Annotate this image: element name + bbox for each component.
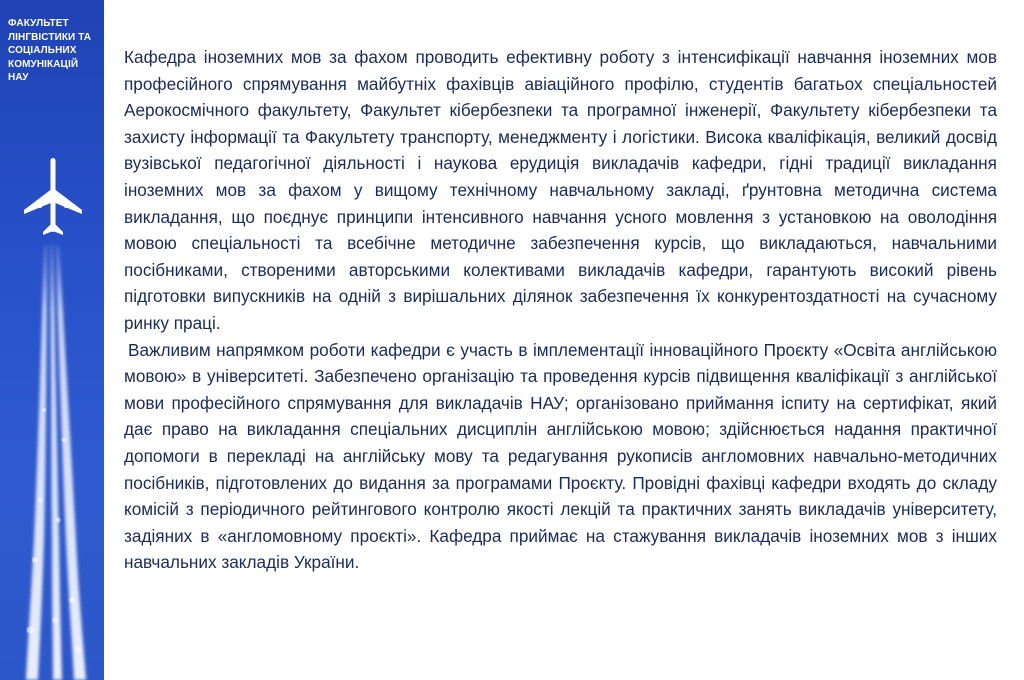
faculty-title-line-2: ЛІНГВІСТИКИ ТА <box>8 31 92 43</box>
airplane-icon <box>24 158 82 235</box>
article-body <box>124 44 997 576</box>
airplane-contrail-illustration <box>0 0 104 680</box>
faculty-title-line-4: КОМУНІКАЦІЙ <box>8 58 79 70</box>
faculty-title-line-1: ФАКУЛЬТЕТ <box>8 18 69 29</box>
paragraph-english-project: Важливим напрямком роботи кафедри є участь в імплементації інноваційного Проєкту «Освіта англійською мовою» в університеті. Забезпечено організацію та проведення курсів підвищення кваліфікації з англійської мови професійного спрямування для викладачів НАУ; організовано приймання іспиту на сертифікат, який дає право на викладання спеціальних дисциплін англійською мовою; здійснюється надання практичної допомоги в перекладі на англійську мову та редагування рукописів англомовних навчально-методичних посібників, підготовлених до видання за програмами Проєкту. Провідні фахівці кафедри входять до складу комісій з періодичного рейтингового контролю якості лекцій та практичних занять викладачів університету, задіяних в «англомовному проєкті». Кафедра приймає на стажування викладачів іноземних мов з інших навчальних закладів України. <box>124 339 997 573</box>
faculty-title-line-5: НАУ <box>8 72 29 83</box>
sidebar-banner <box>0 0 104 680</box>
faculty-title-line-3: СОЦІАЛЬНИХ <box>8 45 77 56</box>
paragraph-department-overview: Кафедра іноземних мов за фахом проводить ефективну роботу з інтенсифікації навчання іноземних мов професійного спрямування майбутніх фахівців авіаційного профілю, студентів багатьох спеціальностей Аерокосмічного факультету, Факультет кібербезпеки та програмної інженерії, Факультету кібербезпеки та захисту інформації та Факультету транспорту, менеджменту і логістики. Висока кваліфікація, великий досвід вузівської педагогічної діяльності і наукова ерудиція викладачів кафедри, гідні традиції викладання іноземних мов за фахом у вищому технічному навчальному закладі, ґрунтовна методична система викладання, що поєднує принципи інтенсивного навчання усного мовлення з установкою на оволодіння мовою спеціальності та всебічне методичне забезпечення курсів, що викладаються, навчальними посібниками, створеними авторськими колективами викладачів кафедри, гарантують високий рівень підготовки випускників на одній з вирішальних ділянок забезпечення їх конкурентоздатності на сучасному ринку праці. <box>124 47 997 333</box>
contrail-trails <box>26 245 86 680</box>
